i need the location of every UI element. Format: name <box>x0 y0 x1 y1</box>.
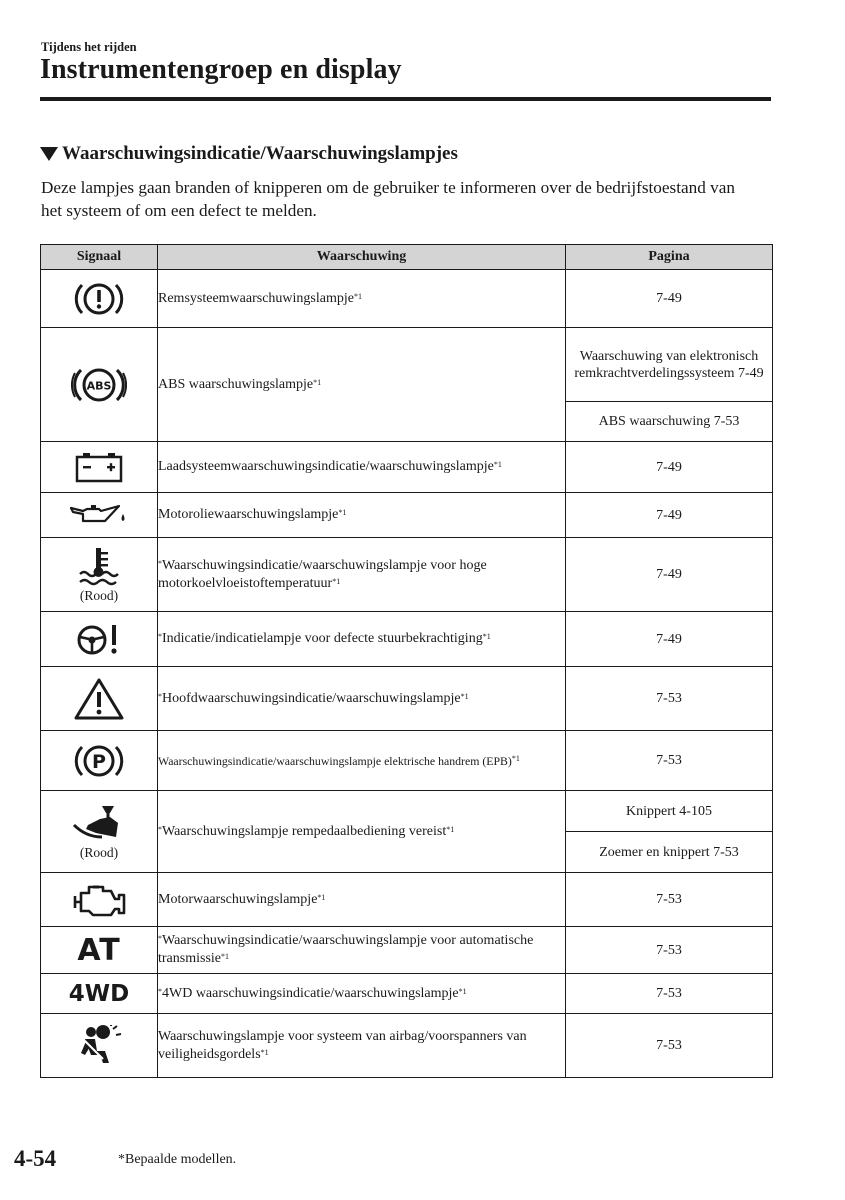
signal-cell <box>41 1014 158 1078</box>
abs-icon <box>71 363 127 407</box>
svg-text:ABS: ABS <box>86 379 112 392</box>
warning-cell: *Waarschuwingsindicatie/waarschuwingslampje voor automatische transmissie$^{*1}$ <box>158 927 566 974</box>
table-row <box>41 927 773 974</box>
signal-cell <box>41 974 158 1014</box>
signal-cell <box>41 791 158 873</box>
table-row <box>41 731 773 791</box>
subheading <box>40 143 458 165</box>
signal-cell <box>41 667 158 731</box>
at-icon: AT <box>77 932 121 968</box>
svg-text:P: P <box>92 750 106 773</box>
color-caption: (Rood) <box>79 844 119 860</box>
warning-cell: *Waarschuwingslampje rempedaalbediening vereist$^{*1}$ <box>158 791 566 873</box>
intro-paragraph: Deze lampjes gaan branden of knipperen om de gebruiker te informeren over de bedrijfstoestand van het systeem of om een defect te melden. <box>41 178 735 220</box>
master-warning-icon <box>73 677 125 721</box>
page-cell: 7-49 <box>566 442 773 493</box>
page-cell: 7-53 <box>566 731 773 791</box>
airbag-icon <box>75 1025 123 1067</box>
page-cell: 7-49 <box>566 493 773 538</box>
signal-cell <box>41 493 158 538</box>
header-signal: Signaal <box>41 245 158 270</box>
epb-icon <box>72 740 126 782</box>
pedal-operation-icon <box>72 803 126 843</box>
section-kicker: Tijdens het rijden <box>41 40 137 54</box>
warning-lights-table <box>40 244 773 1078</box>
page-cell: ABS waarschuwing 7-53 <box>566 402 773 442</box>
table-row <box>41 270 773 328</box>
warning-cell: Waarschuwingslampje voor systeem van airbag/voorspanners van veiligheidsgordels$^{*1}$ <box>158 1014 566 1078</box>
signal-cell <box>41 442 158 493</box>
table-row <box>41 667 773 731</box>
warning-cell: Motorwaarschuwingslampje$^{*1}$ <box>158 873 566 927</box>
warning-cell: Laadsysteemwaarschuwingsindicatie/waarschuwingslampje$^{*1}$ <box>158 442 566 493</box>
page-cell: 7-53 <box>566 873 773 927</box>
page-cell: 7-53 <box>566 927 773 974</box>
engine-icon <box>71 883 127 917</box>
signal-cell <box>41 927 158 974</box>
signal-cell <box>41 328 158 442</box>
table-row <box>41 791 773 832</box>
title-rule <box>40 97 771 101</box>
oil-can-icon <box>69 502 129 528</box>
signal-cell <box>41 612 158 667</box>
signal-cell <box>41 270 158 328</box>
signal-cell <box>41 538 158 612</box>
table-row <box>41 442 773 493</box>
page-title: Instrumentengroep en display <box>40 54 402 85</box>
4wd-icon: 4WD <box>68 980 130 1007</box>
table-header-row <box>41 245 773 270</box>
warning-cell: Motoroliewaarschuwingslampje$^{*1}$ <box>158 493 566 538</box>
header-warning: Waarschuwing <box>158 245 566 270</box>
table-row <box>41 974 773 1014</box>
table-row <box>41 612 773 667</box>
page-cell: 7-53 <box>566 1014 773 1078</box>
warning-cell: *Waarschuwingsindicatie/waarschuwingslampje voor hoge motorkoelvloeistoftemperatuur$^{*1}$ <box>158 538 566 612</box>
warning-cell: *Hoofdwaarschuwingsindicatie/waarschuwingslampje$^{*1}$ <box>158 667 566 731</box>
page-number: 4-54 <box>14 1146 57 1171</box>
subheading-text: Waarschuwingsindicatie/Waarschuwingslampjes <box>62 143 458 164</box>
table-row <box>41 328 773 402</box>
coolant-temp-icon <box>76 546 122 586</box>
table-row <box>41 538 773 612</box>
page-cell: Zoemer en knippert 7-53 <box>566 832 773 873</box>
warning-cell: *Indicatie/indicatielampje voor defecte stuurbekrachtiging$^{*1}$ <box>158 612 566 667</box>
warning-cell: Remsysteemwaarschuwingslampje$^{*1}$ <box>158 270 566 328</box>
signal-cell <box>41 731 158 791</box>
table-row <box>41 1014 773 1078</box>
brake-warning-icon <box>73 278 125 320</box>
power-steering-icon <box>74 621 124 657</box>
header-page: Pagina <box>566 245 773 270</box>
signal-cell <box>41 873 158 927</box>
warning-cell: Waarschuwingsindicatie/waarschuwingslampje elektrische handrem (EPB)$^{*1}$ <box>158 731 566 791</box>
battery-icon <box>74 450 124 484</box>
color-caption: (Rood) <box>79 587 119 603</box>
table-row <box>41 873 773 927</box>
page-cell: 7-53 <box>566 667 773 731</box>
page-cell: Knippert 4-105 <box>566 791 773 832</box>
table-row <box>41 493 773 538</box>
warning-cell: *4WD waarschuwingsindicatie/waarschuwingslampje$^{*1}$ <box>158 974 566 1014</box>
page-cell: 7-49 <box>566 270 773 328</box>
page-cell: 7-49 <box>566 538 773 612</box>
page-cell: Waarschuwing van elektronisch remkrachtverdelingssysteem 7-49 <box>566 328 773 402</box>
triangle-bullet-icon <box>40 147 58 161</box>
page-cell: 7-49 <box>566 612 773 667</box>
page-cell: 7-53 <box>566 974 773 1014</box>
warning-cell: ABS waarschuwingslampje$^{*1}$ <box>158 328 566 442</box>
footnote: *Bepaalde modellen. <box>118 1152 237 1167</box>
